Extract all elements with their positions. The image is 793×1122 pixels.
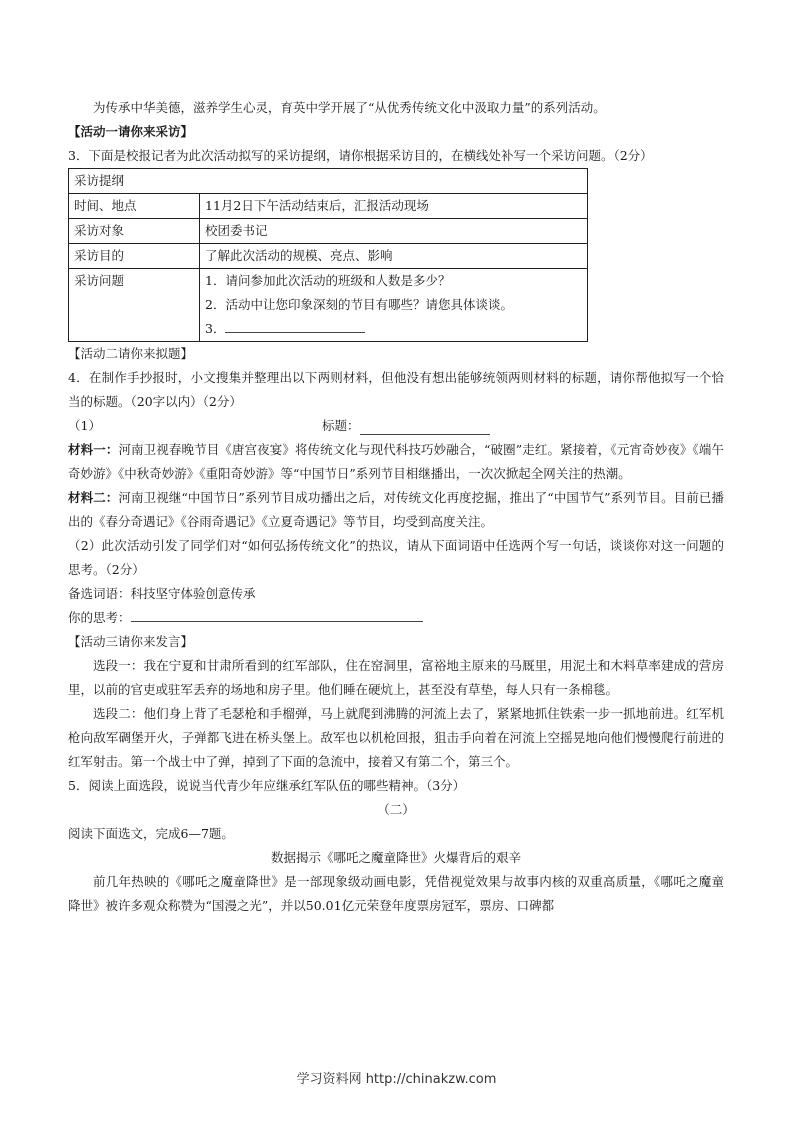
table-row [69,169,588,194]
table-header: 采访提纲 [69,169,588,194]
section-2-number: （二） [377,802,415,817]
row-label: 采访问题 [69,269,200,342]
row-value: 11月2日下午活动结束后，汇报活动现场 [200,194,588,219]
material2-label: 材料二： [68,490,119,505]
question-4: 4．在制作手抄报时，小文搜集并整理出以下两则材料，但他没有想出能够统领两则材料的标题，请你帮他拟写一个恰当的标题。（20字以内）（2分） [68,370,724,409]
question-5: 5．阅读上面选段，说说当代青少年应继承红军队伍的哪些精神。（3分） [68,778,466,793]
material1-label: 材料一： [68,442,119,457]
table-row [69,219,588,244]
thought-blank[interactable] [131,607,423,622]
interview-outline-table [68,168,588,342]
row-value: 了解此次活动的规模、亮点、影响 [200,244,588,269]
question-3-number: 3． [205,321,226,336]
table-row [69,244,588,269]
row-label: 采访对象 [69,219,200,244]
sub-question-2: （2）此次活动引发了同学们对“如何弘扬传统文化”的热议，请从下面词语中任选两个写一句话，谈谈你对这一问题的思考。（2分） [68,538,724,577]
material2-text: 河南卫视继“中国节日”系列节目成功播出之后，对传统文化再度挖掘，推出了“中国节气”系列节目。目前已播出的《春分奇遇记》《谷雨奇遇记》《立夏奇遇记》等节目，均受到高度关注。 [68,490,724,529]
thought-label: 你的思考： [68,610,131,625]
activity2-heading: 【活动二请你来拟题】 [68,346,194,361]
row-value: 校团委书记 [200,219,588,244]
interview-question-1: 1．请问参加此次活动的班级和人数是多少？ [205,273,451,288]
material-2 [68,486,724,534]
article-paragraph-1: 前几年热映的《哪吒之魔童降世》是一部现象级动画电影，凭借视觉效果与故事内核的双重高质量，《哪吒之魔童降世》被许多观众称赞为“国漫之光”，并以50.01亿元荣登年度票房冠军，票房、口碑都 [68,874,724,913]
title-blank[interactable] [360,420,490,435]
material-1 [68,438,724,486]
article-title: 数据揭示《哪吒之魔童降世》火爆背后的艰辛 [270,850,521,865]
row-label: 时间、地点 [69,194,200,219]
passage-2: 选段二：他们身上背了毛瑟枪和手榴弹，马上就爬到沸腾的河流上去了，紧紧地抓住铁索一步一抓地前进。红军机枪向敌军碉堡开火，子弹都飞进在桥头堡上。敌军也以机枪回报，狙击手向着在河流上空摇晃地向他们慢慢爬行前进的红军射击。第一个战士中了弹，掉到了下面的急流中，接着又有第二个，第三个。 [68,706,724,769]
row-label: 采访目的 [69,244,200,269]
document-page [68,96,724,918]
thought-answer-line [68,606,724,630]
section-2-instruction: 阅读下面选文，完成6—7题。 [68,826,234,841]
answer-blank[interactable] [225,318,365,333]
material1-text: 河南卫视春晚节目《唐宫夜宴》将传统文化与现代科技巧妙融合，“破圈”走红。紧接着，《元宵奇妙夜》《端午奇妙游》《中秋奇妙游》《重阳奇妙游》等“中国节日”系列节目相继播出，一次次掀起全网关注的热潮。 [68,442,724,481]
passage-1: 选段一：我在宁夏和甘肃所看到的红军部队，住在窑洞里，富裕地主原来的马厩里，用泥土和木料草率建成的营房里，以前的官吏或驻军丢弃的场地和房子里。他们睡在硬炕上，甚至没有草垫，每人只有一条棉毯。 [68,658,724,697]
candidate-words: 备选词语：科技坚守体验创意传承 [68,586,256,601]
activity1-heading: 【活动一请你来采访】 [68,124,194,139]
table-row [69,194,588,219]
question-3: 3．下面是校报记者为此次活动拟写的采访提纲，请你根据采访目的，在横线处补写一个采访问题。（2分） [68,148,653,163]
interview-question-2: 2．活动中让您印象深刻的节目有哪些？请您具体谈谈。 [205,297,513,312]
questions-cell [200,269,588,342]
title-answer-line [68,414,724,438]
sub-question-1-number: （1） [68,418,101,433]
title-label: 标题： [322,418,360,433]
activity3-heading: 【活动三请你来发言】 [68,634,194,649]
interview-question-3 [205,317,582,341]
intro-paragraph: 为传承中华美德，滋养学生心灵，育英中学开展了“从优秀传统文化中汲取力量”的系列活动。 [93,100,606,115]
table-row [69,269,588,342]
footer-watermark: 学习资料网 http://chinakzw.com [296,1072,497,1087]
